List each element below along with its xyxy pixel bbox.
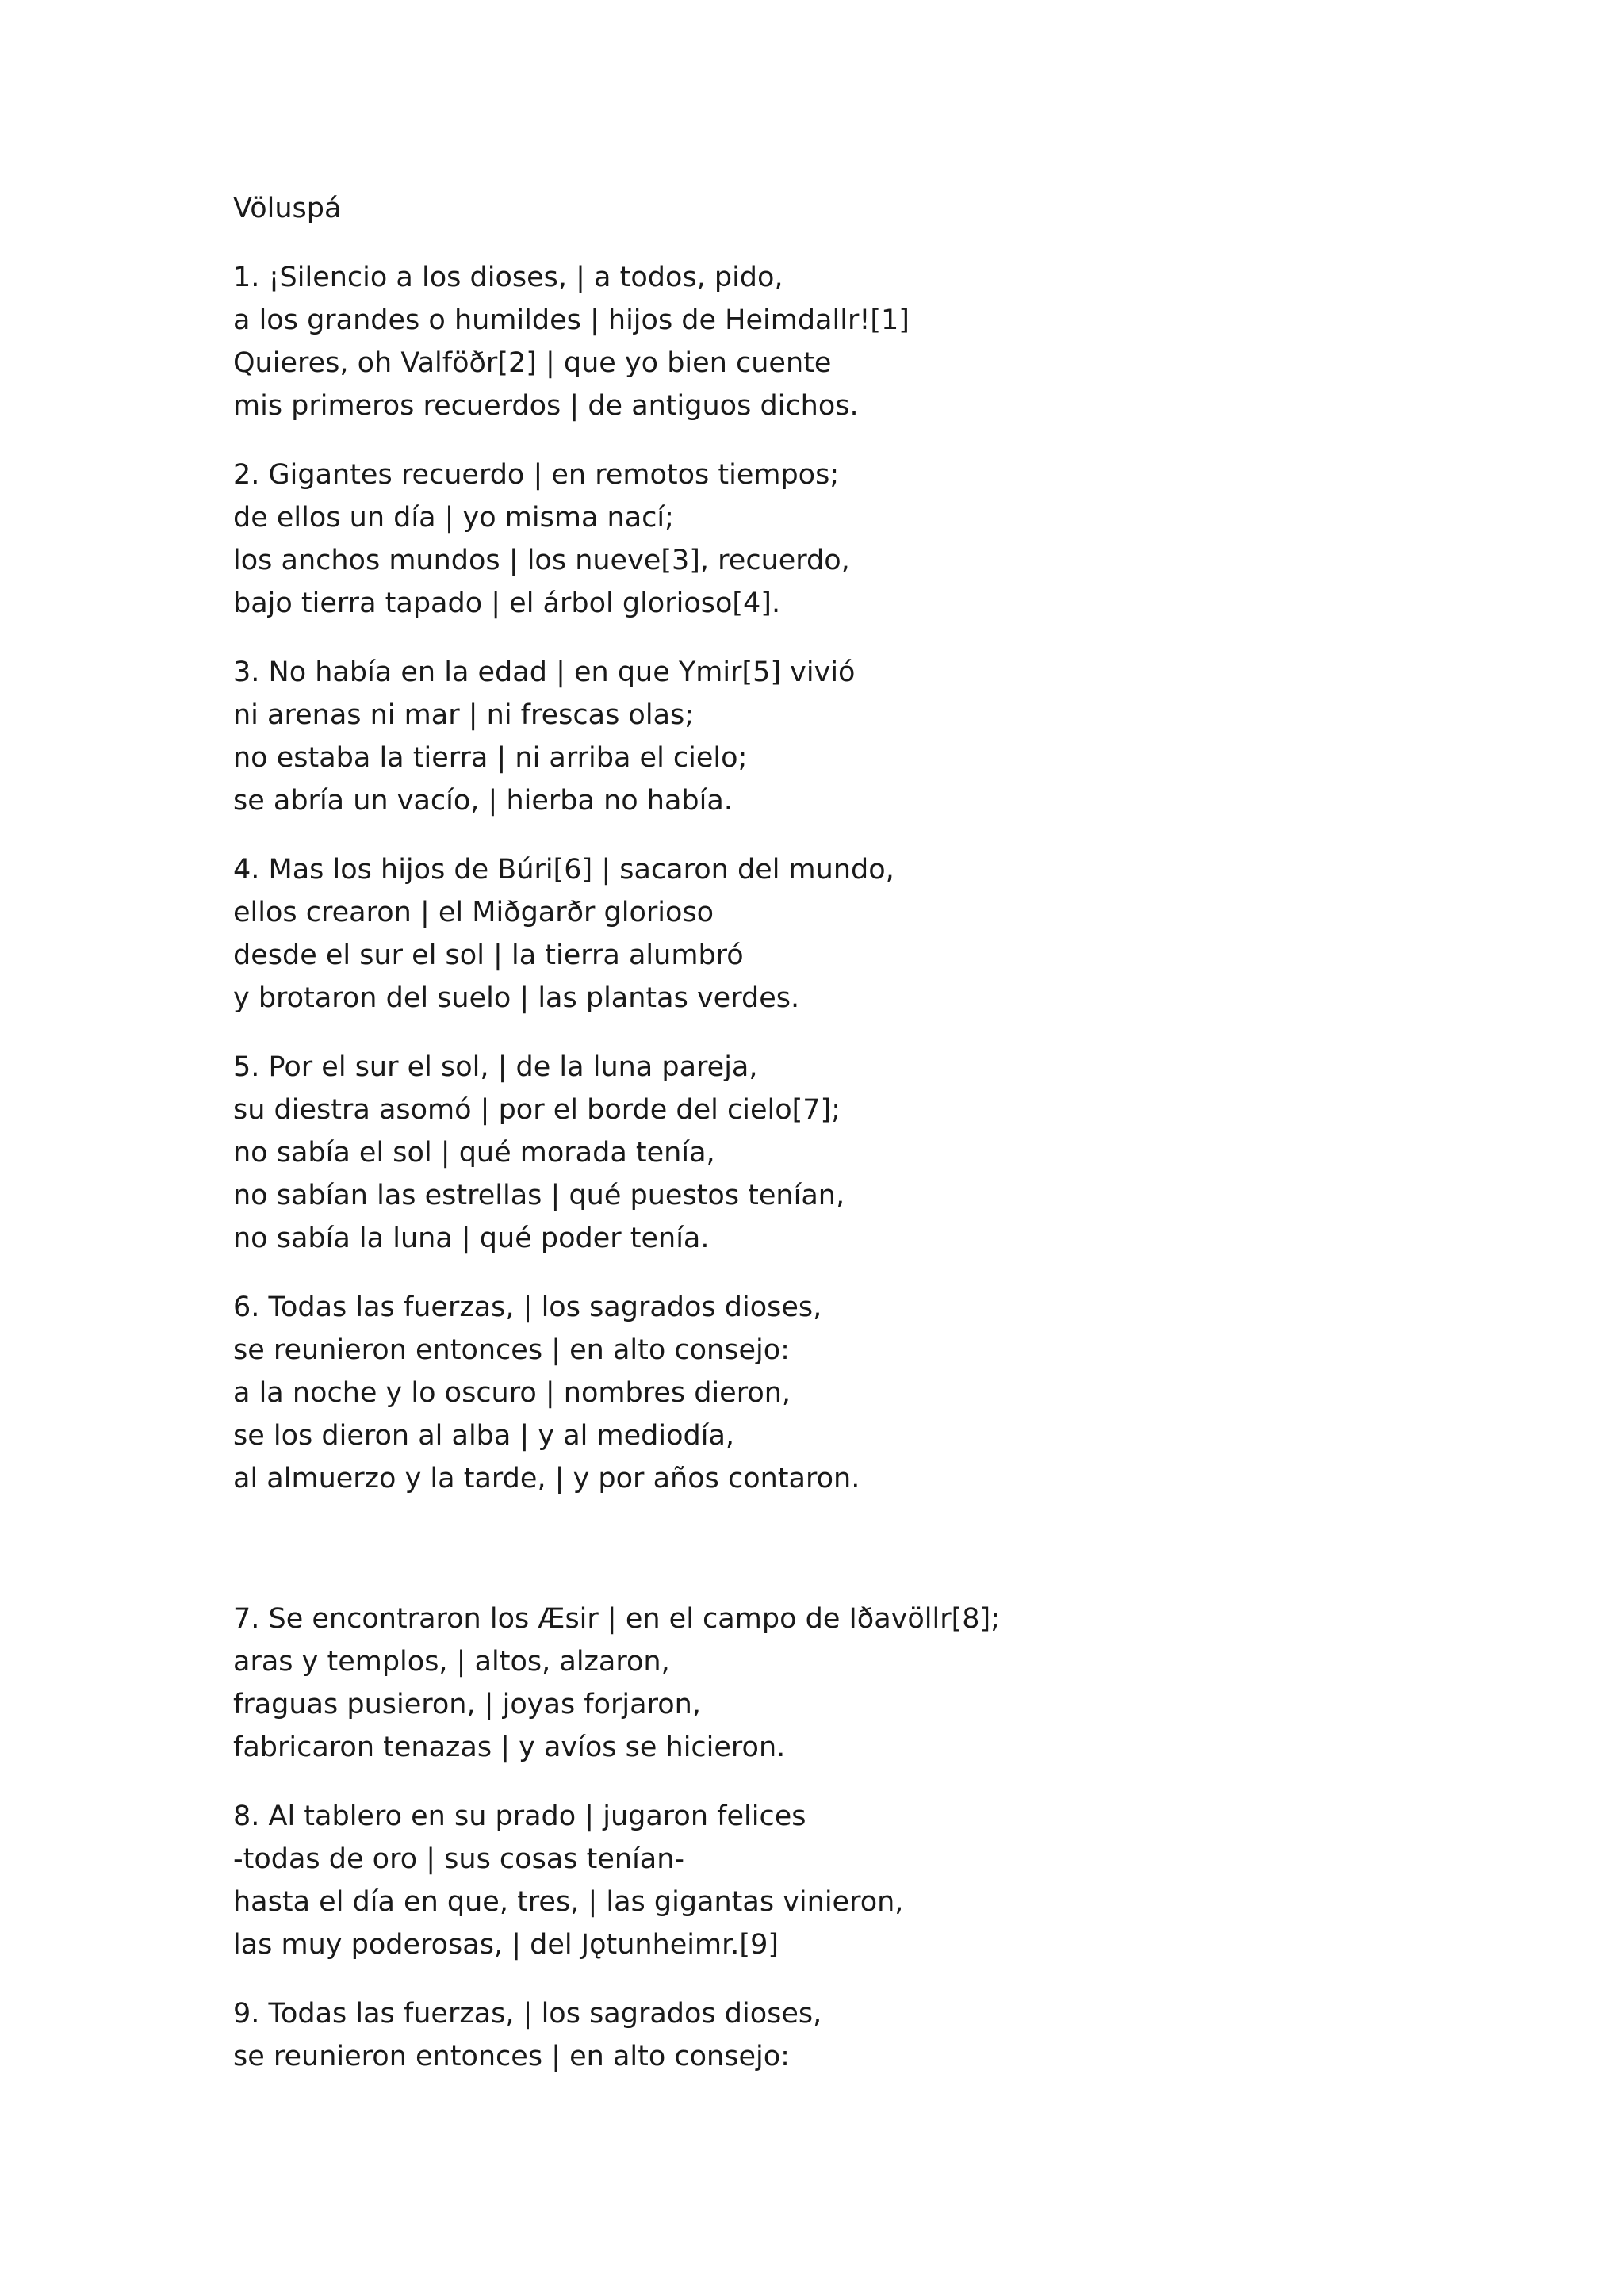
spacer (233, 1769, 1423, 1795)
document-page (233, 187, 1423, 2078)
verse-line: mis primeros recuerdos | de antiguos dichos. (233, 390, 859, 422)
stanza-8 (233, 1795, 1423, 1966)
verse-line: 6. Todas las fuerzas, | los sagrados dioses, (233, 1292, 822, 1323)
verse-line: se reunieron entonces | en alto consejo: (233, 2041, 790, 2072)
verse-line: 1. ¡Silencio a los dioses, | a todos, pido, (233, 262, 783, 293)
verse-line: 8. Al tablero en su prado | jugaron felices (233, 1800, 806, 1832)
verse-line: 9. Todas las fuerzas, | los sagrados dioses, (233, 1998, 822, 2030)
spacer (233, 1260, 1423, 1286)
verse-line: fraguas pusieron, | joyas forjaron, (233, 1689, 701, 1720)
verse-line: 5. Por el sur el sol, | de la luna pareja, (233, 1051, 758, 1083)
stanza-9 (233, 1992, 1423, 2078)
document-title: Völuspá (233, 193, 342, 224)
verse-line: ellos crearon | el Miðgarðr glorioso (233, 897, 714, 928)
verse-line: hasta el día en que, tres, | las gigantas vinieron, (233, 1886, 904, 1918)
verse-line: al almuerzo y la tarde, | y por años contaron. (233, 1463, 860, 1494)
verse-line: a la noche y lo oscuro | nombres dieron, (233, 1377, 791, 1409)
verse-line: no sabía la luna | qué poder tenía. (233, 1223, 710, 1254)
verse-line: no sabía el sol | qué morada tenía, (233, 1137, 715, 1169)
spacer (233, 1020, 1423, 1046)
verse-line: de ellos un día | yo misma nací; (233, 502, 674, 534)
spacer (233, 230, 1423, 256)
verse-line: y brotaron del suelo | las plantas verdes. (233, 982, 800, 1014)
stanza-7 (233, 1598, 1423, 1769)
verse-line: aras y templos, | altos, alzaron, (233, 1646, 670, 1678)
verse-line: 4. Mas los hijos de Búri[6] | sacaron del mundo, (233, 854, 894, 886)
verse-line: -todas de oro | sus cosas tenían- (233, 1843, 685, 1875)
verse-line: las muy poderosas, | del Jǫtunheimr.[9] (233, 1929, 779, 1961)
verse-line: su diestra asomó | por el borde del cielo[7]; (233, 1094, 841, 1126)
verse-line: desde el sur el sol | la tierra alumbró (233, 939, 744, 971)
verse-line: Quieres, oh Valföðr[2] | que yo bien cuente (233, 347, 832, 379)
stanza-1 (233, 256, 1423, 427)
verse-line: se abría un vacío, | hierba no había. (233, 785, 733, 817)
stanza-5 (233, 1046, 1423, 1260)
spacer (233, 427, 1423, 453)
stanza-6 (233, 1286, 1423, 1500)
verse-line: a los grandes o humildes | hijos de Heimdallr![1] (233, 304, 910, 336)
verse-line: ni arenas ni mar | ni frescas olas; (233, 699, 695, 731)
verse-line: se reunieron entonces | en alto consejo: (233, 1334, 790, 1366)
verse-line: los anchos mundos | los nueve[3], recuerdo, (233, 545, 850, 576)
verse-line: fabricaron tenazas | y avíos se hicieron. (233, 1732, 786, 1763)
verse-line: bajo tierra tapado | el árbol glorioso[4]. (233, 587, 781, 619)
verse-line: no sabían las estrellas | qué puestos tenían, (233, 1180, 845, 1211)
verse-line: 3. No había en la edad | en que Ymir[5] vivió (233, 656, 856, 688)
verse-line: 7. Se encontraron los Æsir | en el campo de Iðavöllr[8]; (233, 1603, 1000, 1635)
stanza-4 (233, 848, 1423, 1020)
spacer (233, 1500, 1423, 1598)
stanza-3 (233, 651, 1423, 822)
verse-line: no estaba la tierra | ni arriba el cielo; (233, 742, 748, 774)
spacer (233, 1966, 1423, 1992)
verse-line: 2. Gigantes recuerdo | en remotos tiempos; (233, 459, 840, 491)
verse-line: se los dieron al alba | y al mediodía, (233, 1420, 735, 1452)
spacer (233, 822, 1423, 848)
spacer (233, 625, 1423, 651)
stanza-2 (233, 453, 1423, 625)
